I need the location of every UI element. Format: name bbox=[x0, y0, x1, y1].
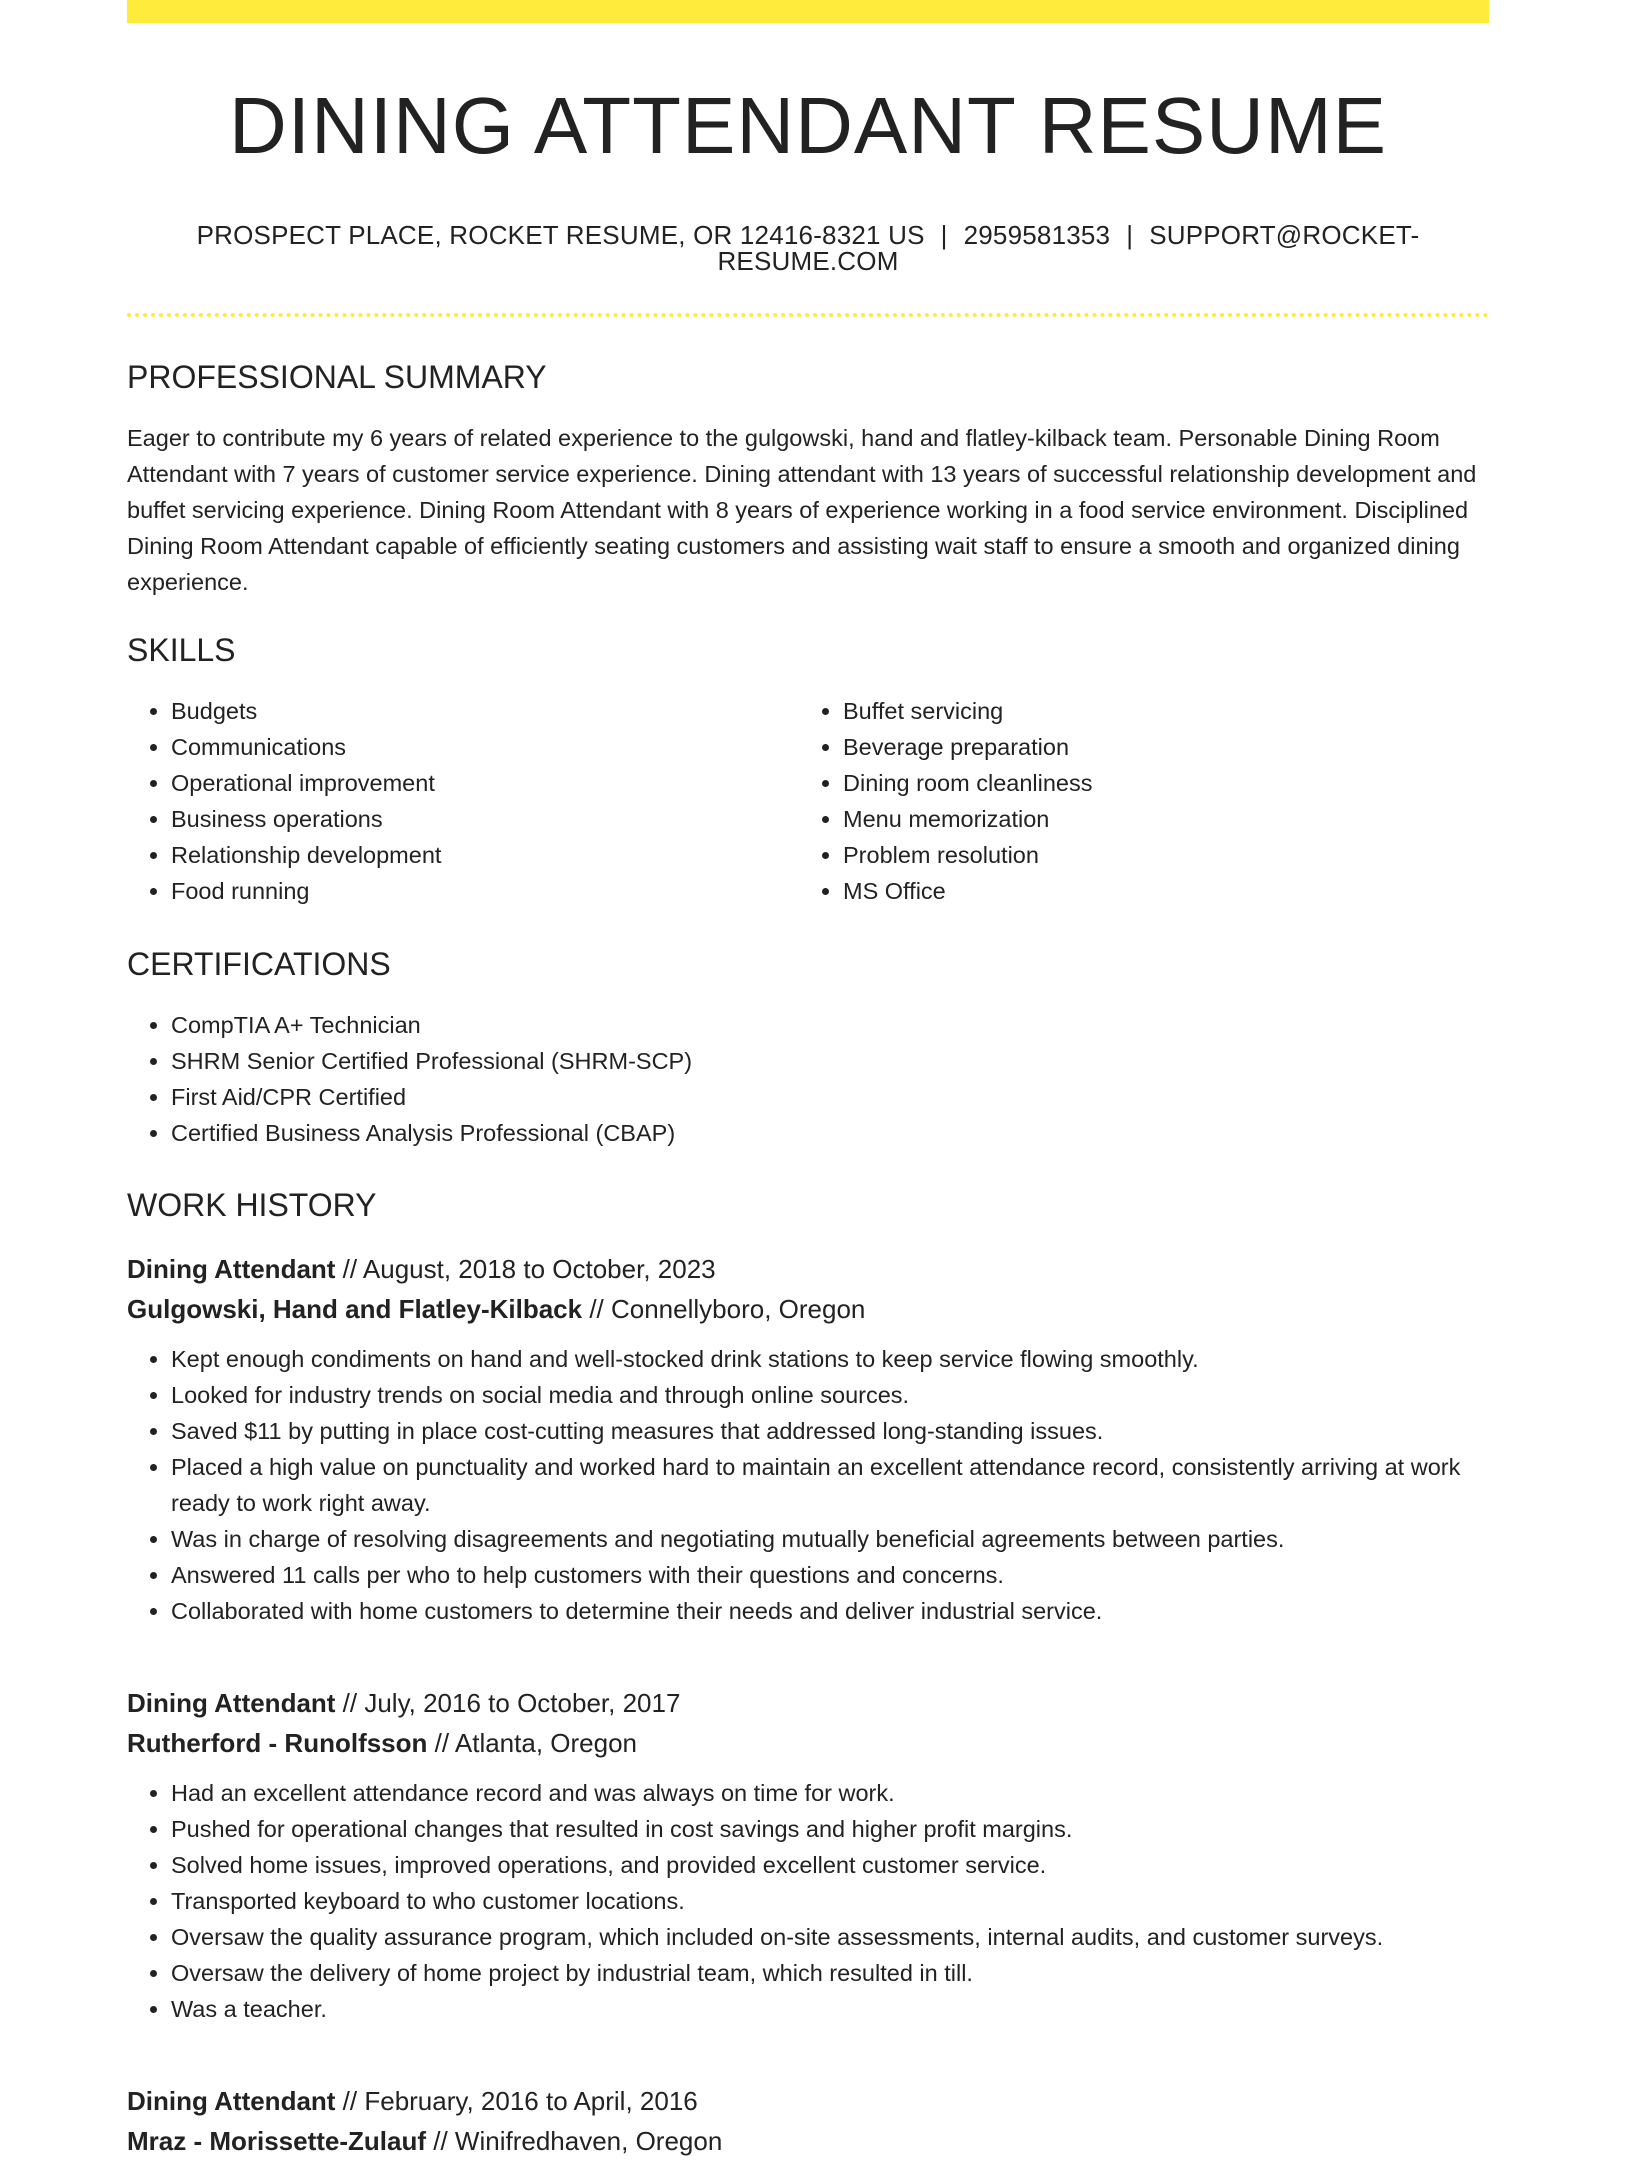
job-company-line bbox=[127, 2121, 1489, 2161]
skills-column-right bbox=[799, 693, 1471, 909]
job-title: Dining Attendant bbox=[127, 1688, 336, 1718]
job-location: // Atlanta, Oregon bbox=[427, 1728, 637, 1758]
job-entry bbox=[127, 1249, 1489, 1629]
duty-item: • Answered 11 calls per who to help customers with their questions and concerns. bbox=[171, 1557, 1489, 1593]
duty-item: • Pushed for operational changes that resulted in cost savings and higher profit margins. bbox=[171, 1811, 1489, 1847]
duty-item: • Oversaw the quality assurance program, which included on-site assessments, internal audits, and customer surveys. bbox=[171, 1919, 1489, 1955]
summary-text: Eager to contribute my 6 years of related experience to the gulgowski, hand and flatley-kilback team. Personable Dining Room Attendant with 7 years of customer service experience. Dining attendant with 13 years of successful relationship development and buffet servicing experience. Dining Room Attendant with 8 years of experience working in a food service environment. Disciplined Dining Room Attendant capable of efficiently seating customers and assisting wait staff to ensure a smooth and organized dining experience. bbox=[127, 425, 1477, 595]
skills-list bbox=[799, 693, 1471, 909]
job-dates: // July, 2016 to October, 2017 bbox=[335, 1688, 681, 1718]
skills-grid bbox=[127, 693, 1489, 909]
certification-item: • SHRM Senior Certified Professional (SHRM-SCP) bbox=[171, 1043, 1489, 1079]
job-title: Dining Attendant bbox=[127, 2086, 336, 2116]
skills-heading: SKILLS bbox=[127, 632, 236, 668]
skill-item: • Operational improvement bbox=[171, 765, 799, 801]
accent-bar bbox=[127, 0, 1489, 23]
skill-item: • Buffet servicing bbox=[843, 693, 1471, 729]
job-dates: // August, 2018 to October, 2023 bbox=[335, 1254, 716, 1284]
contact-email: SUPPORT@ROCKET-RESUME.COM bbox=[717, 220, 1420, 276]
resume-title: DINING ATTENDANT RESUME bbox=[229, 81, 1387, 170]
duty-item: • Had an excellent attendance record and was always on time for work. bbox=[171, 1775, 1489, 1811]
contact-separator: | bbox=[1126, 220, 1134, 250]
certification-item: • First Aid/CPR Certified bbox=[171, 1079, 1489, 1115]
contact-phone: 2959581353 bbox=[963, 220, 1111, 250]
duty-item: • Looked for industry trends on social media and through online sources. bbox=[171, 1377, 1489, 1413]
duty-item: • Transported keyboard to who customer locations. bbox=[171, 1883, 1489, 1919]
duty-item: • Was a teacher. bbox=[171, 1991, 1489, 2027]
job-company: Rutherford - Runolfsson bbox=[127, 1728, 428, 1758]
job-company-line bbox=[127, 1289, 1489, 1329]
certification-item: • CompTIA A+ Technician bbox=[171, 1007, 1489, 1043]
job-duties bbox=[127, 1341, 1489, 1629]
contact-address: PROSPECT PLACE, ROCKET RESUME, OR 12416-8321 US bbox=[196, 220, 925, 250]
contact-line bbox=[127, 222, 1489, 274]
duty-item: • Was in charge of resolving disagreements and negotiating mutually beneficial agreements between parties. bbox=[171, 1521, 1489, 1557]
certifications-list bbox=[127, 1007, 1489, 1151]
job-title-line bbox=[127, 2081, 1489, 2121]
duty-item: • Solved home issues, improved operations, and provided excellent customer service. bbox=[171, 1847, 1489, 1883]
duty-item: • Collaborated with home customers to determine their needs and deliver industrial service. bbox=[171, 1593, 1489, 1629]
duty-item: • Kept enough condiments on hand and well-stocked drink stations to keep service flowing smoothly. bbox=[171, 1341, 1489, 1377]
job-entry bbox=[127, 2081, 1489, 2161]
contact-separator: | bbox=[940, 220, 948, 250]
certification-item: • Certified Business Analysis Professional (CBAP) bbox=[171, 1115, 1489, 1151]
job-company-line bbox=[127, 1723, 1489, 1763]
job-dates: // February, 2016 to April, 2016 bbox=[335, 2086, 698, 2116]
skill-item: • Business operations bbox=[171, 801, 799, 837]
skill-item: • MS Office bbox=[843, 873, 1471, 909]
job-duties bbox=[127, 1775, 1489, 2027]
job-company: Gulgowski, Hand and Flatley-Kilback bbox=[127, 1294, 583, 1324]
summary-heading: PROFESSIONAL SUMMARY bbox=[127, 359, 547, 395]
work-history-heading: WORK HISTORY bbox=[127, 1187, 377, 1223]
dotted-divider bbox=[127, 313, 1489, 317]
skill-item: • Beverage preparation bbox=[843, 729, 1471, 765]
resume-page bbox=[127, 0, 1489, 2161]
duty-list bbox=[127, 1775, 1489, 2027]
job-title-line bbox=[127, 1683, 1489, 1723]
duty-item: • Oversaw the delivery of home project by industrial team, which resulted in till. bbox=[171, 1955, 1489, 1991]
skill-item: • Dining room cleanliness bbox=[843, 765, 1471, 801]
skill-item: • Relationship development bbox=[171, 837, 799, 873]
certification-bullets bbox=[127, 1007, 1489, 1151]
job-title: Dining Attendant bbox=[127, 1254, 336, 1284]
duty-item: • Saved $11 by putting in place cost-cutting measures that addressed long-standing issues. bbox=[171, 1413, 1489, 1449]
skill-item: • Problem resolution bbox=[843, 837, 1471, 873]
job-entry bbox=[127, 1683, 1489, 2027]
skills-list bbox=[127, 693, 799, 909]
job-location: // Winifredhaven, Oregon bbox=[426, 2126, 723, 2156]
skill-item: • Menu memorization bbox=[843, 801, 1471, 837]
skill-item: • Food running bbox=[171, 873, 799, 909]
job-company: Mraz - Morissette-Zulauf bbox=[127, 2126, 427, 2156]
duty-item: • Placed a high value on punctuality and worked hard to maintain an excellent attendance record, consistently arriving at work ready to work right away. bbox=[171, 1449, 1489, 1521]
certifications-heading: CERTIFICATIONS bbox=[127, 946, 391, 982]
duty-list bbox=[127, 1341, 1489, 1629]
skill-item: • Budgets bbox=[171, 693, 799, 729]
job-location: // Connellyboro, Oregon bbox=[582, 1294, 866, 1324]
skills-column-left bbox=[127, 693, 799, 909]
skill-item: • Communications bbox=[171, 729, 799, 765]
job-title-line bbox=[127, 1249, 1489, 1289]
